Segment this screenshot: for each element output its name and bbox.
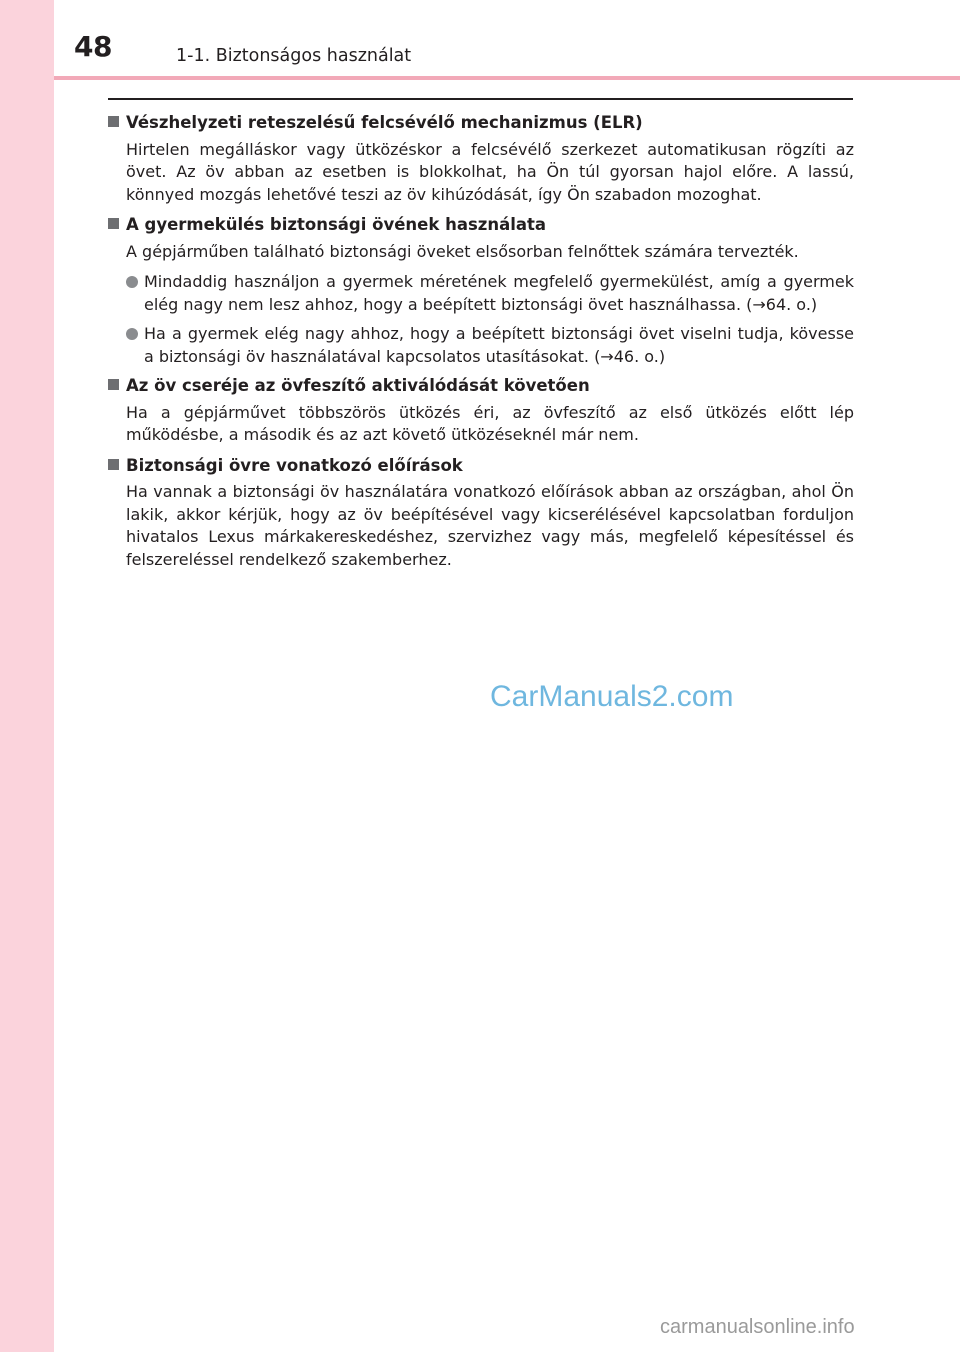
section-elr <box>108 112 854 206</box>
section-paragraph: Hirtelen megálláskor vagy ütközéskor a felcsévélő szerkezet automatikusan rögzíti az övet. Az öv abban az esetben is blokkolhat, ha Ön túl gyorsan hajol előre. A lassú, könnyed mozgás lehetővé teszi az öv kihúzódását, így Ön szabadon mozoghat. <box>126 139 854 204</box>
section-paragraph: Ha a gépjárművet többszörös ütközés éri, az övfeszítő az első ütközés előtt lép működésbe, a második és az azt követő ütközéseknél már nem. <box>126 402 854 444</box>
page-content <box>108 108 854 579</box>
content-divider <box>108 98 853 100</box>
section-title: 1-1. Biztonságos használat <box>176 46 412 66</box>
section-regulations <box>108 455 854 572</box>
header-rule <box>54 76 960 80</box>
heading-text: A gyermekülés biztonsági övének használata <box>126 215 547 234</box>
section-paragraph: Ha vannak a biztonsági öv használatára vonatkozó előírások abban az országban, ahol Ön lakik, akkor kérjük, hogy az öv beépítésével vagy kicserélésével kapcsolatban forduljon hivatalos Lexus márkakereskedéshez, szervizhez vagy más, megfelelő képesítéssel és felszereléssel rendelkező szakemberhez. <box>126 482 854 569</box>
list-item-text: Mindaddig használjon a gyermek méretének megfelelő gyermekülést, amíg a gyermek elég nagy nem lesz ahhoz, hogy a beépített biztonsági övet használhassa. (→64. o.) <box>144 272 854 314</box>
section-heading <box>108 112 854 135</box>
side-band <box>0 0 54 1352</box>
section-child-seat-belt <box>108 214 854 368</box>
square-bullet-icon <box>108 459 119 470</box>
round-bullet-icon <box>126 328 138 340</box>
section-pretensioner <box>108 375 854 447</box>
square-bullet-icon <box>108 116 119 127</box>
list-item-text: Ha a gyermek elég nagy ahhoz, hogy a beépített biztonsági övet viselni tudja, kövesse a biztonsági öv használatával kapcsolatos utasításokat. (→46. o.) <box>144 324 854 366</box>
square-bullet-icon <box>108 218 119 229</box>
section-heading <box>108 214 854 237</box>
square-bullet-icon <box>108 379 119 390</box>
round-bullet-icon <box>126 276 138 288</box>
heading-text: Biztonsági övre vonatkozó előírások <box>126 455 463 475</box>
list-item <box>126 323 854 368</box>
footer-watermark: carmanualsonline.info <box>660 1316 855 1338</box>
heading-text: Vészhelyzeti reteszelésű felcsévélő mechanizmus (ELR) <box>126 113 643 132</box>
heading-text: Az öv cseréje az övfeszítő aktiválódását követően <box>126 376 590 395</box>
list-item <box>126 271 854 316</box>
section-paragraph: A gépjárműben található biztonsági öveket elsősorban felnőttek számára tervezték. <box>126 241 799 261</box>
watermark: CarManuals2.com <box>490 680 734 713</box>
section-heading <box>108 455 854 478</box>
section-heading <box>108 375 854 398</box>
page-number: 48 <box>74 30 112 63</box>
